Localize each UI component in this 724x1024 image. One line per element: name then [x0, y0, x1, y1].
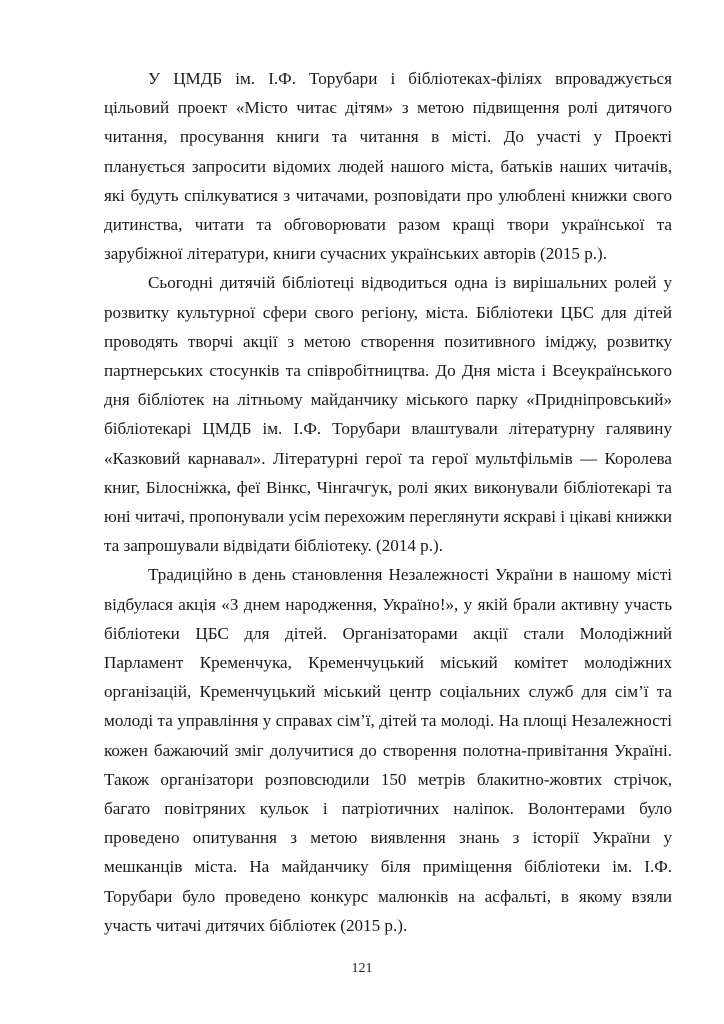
- paragraph-independence-day: Традиційно в день становлення Незалежності України в нашому місті відбулася акція «З днем народження, Україно!», у якій брали активну участь бібліотеки ЦБС для дітей. Організаторами акції стали Молодіжний Парламент Кременчука, Кременчуцький міський комітет молодіжних організацій, Кременчуцький міський центр соціальних служб для сім’ї та молоді та управління у справах сім’ї, дітей та молоді. На площі Незалежності кожен бажаючий зміг долучитися до створення полотна-привітання Україні. Також організатори розповсюдили 150 метрів блакитно-жовтих стрічок, багато повітряних кульок і патріотичних наліпок. Волонтерами було проведено опитування з метою виявлення знань з історії України у мешканців міста. На майданчику біля приміщення бібліотеки ім. І.Ф. Торубари було проведено конкурс малюнків на асфальті, в якому взяли участь читачі дитячих бібліотек (2015 р.).: [104, 565, 672, 935]
- page-number: 121: [351, 961, 373, 976]
- paragraph-library-role: Сьогодні дитячій бібліотеці відводиться одна із вирішальних ролей у розвитку культурної сфери свого регіону, міста. Бібліотеки ЦБС для дітей проводять творчі акції з метою створення позитивного іміджу, розвитку партнерських стосунків та співробітництва. До Дня міста і Всеукраїнського дня бібліотек на літньому майданчику міського парку «Придніпровський» бібліотекарі ЦМДБ ім. І.Ф. Торубари влаштували літературну галявину «Казковий карнавал». Літературні герої та герої мультфільмів — Королева книг, Білосніжка, феї Вінкс, Чінгачгук, ролі яких виконували бібліотекарі та юні читачі, пропонували усім перехожим переглянути яскраві і цікаві книжки та запрошували відвідати бібліотеку. (2014 р.).: [104, 273, 672, 556]
- body-text: [104, 64, 672, 940]
- paragraph-project-city-reads: У ЦМДБ ім. І.Ф. Торубари і бібліотеках-філіях впроваджується цільовий проект «Місто читає дітям» з метою підвищення ролі дитячого читання, просування книги та читання в місті. До участі у Проекті планується запросити відомих людей нашого міста, батьків наших читачів, які будуть спілкуватися з читачами, розповідати про улюблені книжки свого дитинства, читати та обговорювати разом кращі твори української та зарубіжної літератури, книги сучасних українських авторів (2015 р.).: [104, 69, 672, 264]
